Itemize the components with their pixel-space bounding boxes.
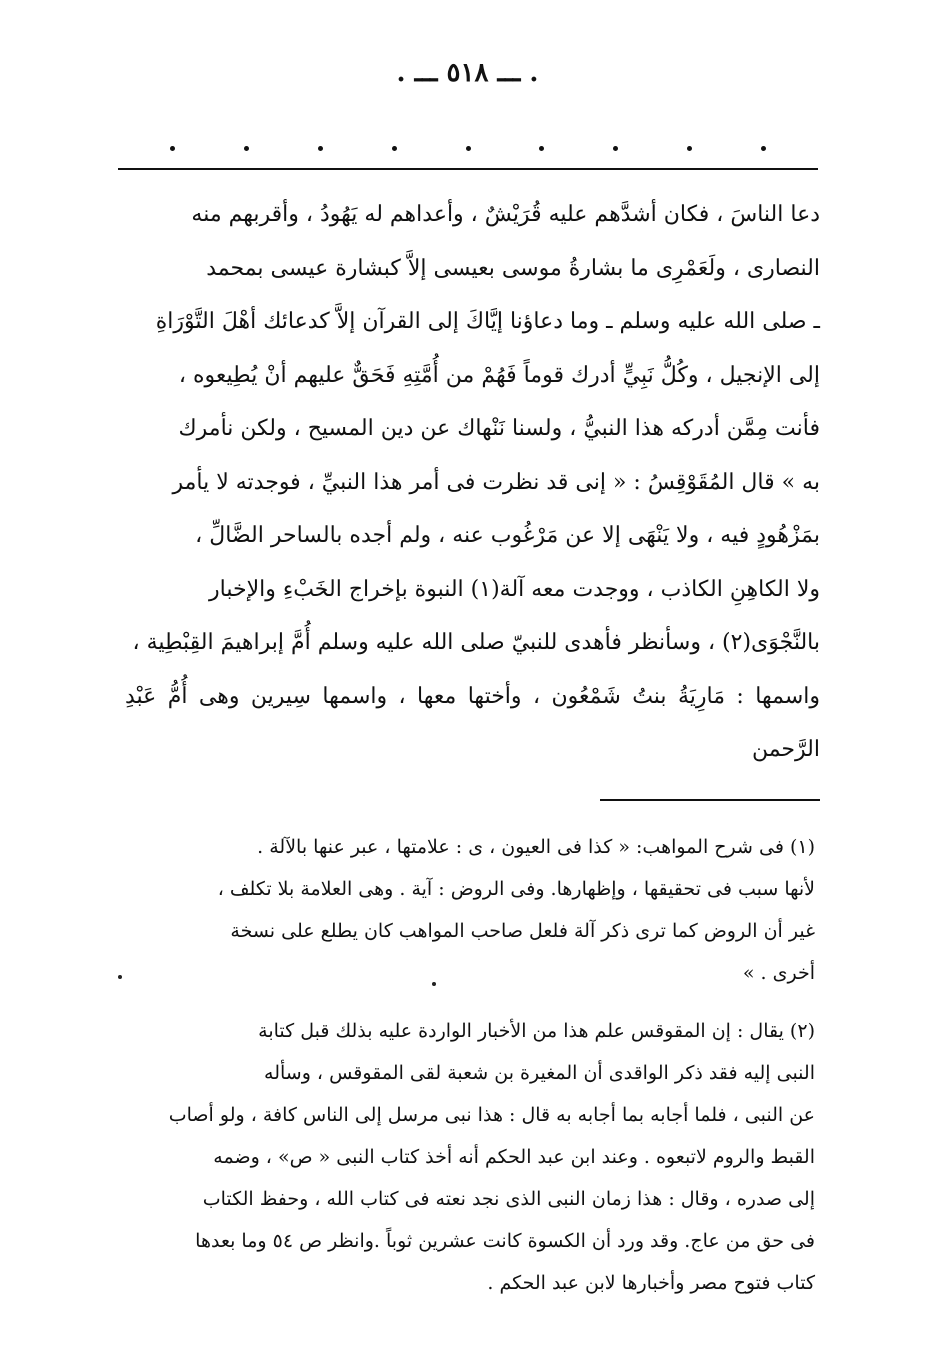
text-line: ولا الكاهِنِ الكاذب ، ووجدت معه آلة(١) النبوة بإخراج الخَبْءِ والإخبار — [209, 576, 820, 602]
separator-dot — [613, 146, 618, 151]
header-rule — [118, 168, 818, 170]
separator-dot — [687, 146, 692, 151]
footnote-line: فى حق من عاج. وقد ورد أن الكسوة كانت عشرين ثوباً .وانظر ص ٥٤ وما بعدها — [195, 1230, 815, 1252]
text-line: به » قال المُقَوْقِسُ : « إنى قد نظرت فى أمر هذا النبيِّ ، فوجدته لا يأمر — [172, 469, 820, 495]
separator-dot — [318, 146, 323, 151]
page-number: . ـــ ٥١٨ ـــ . — [396, 58, 539, 88]
text-line: فأنت مِمَّن أدركه هذا النبيُّ ، ولسنا نَنْهاك عن دين المسيح ، ولكن نأمرك — [178, 416, 820, 441]
footnote-rule — [600, 799, 820, 801]
footnote-line: (٢) يقال : إن المقوقس علم هذا من الأخبار الواردة عليه بذلك قبل كتابة — [258, 1020, 815, 1042]
footnote-line: القبط والروم لاتبعوه . وعند ابن عبد الحكم أنه أخذ كتاب النبى « ص» ، وضمه — [213, 1146, 815, 1168]
text-line: إلى الإنجيل ، وكُلُّ نَبِيٍّ أدرك قوماً فَهُمْ من أُمَّتِهِ فَحَقٌّ عليهم أنْ يُطِيعوه ، — [178, 362, 820, 388]
footnote-line: إلى صدره ، وقال : هذا زمان النبى الذى نجد نعته فى كتاب الله ، وحفظ الكتاب — [202, 1188, 815, 1210]
footnotes — [125, 826, 815, 1304]
separator-dot — [392, 146, 397, 151]
separator-dot — [761, 146, 766, 151]
separator-dot — [466, 146, 471, 151]
text-line: واسمها : مَارِيَةُ بنتُ شَمْعُون ، وأختها معها ، واسمها سِيرين وهى أُمُّ عَبْدِ الرَّحمن — [125, 683, 820, 762]
ink-speck — [118, 975, 122, 979]
dotted-separator — [118, 138, 818, 158]
footnote-2 — [125, 1010, 815, 1304]
text-line: ـ صلى الله عليه وسلم ـ وما دعاؤنا إيَّاكَ إلى القرآن إلاَّ كدعائك أهْلَ التَّوْرَاةِ — [155, 309, 820, 334]
text-line: بمَزْهُودٍ فيه ، ولا يَنْهَى إلا عن مَرْغُوب عنه ، ولم أجده بالساحر الضَّالِّ ، — [195, 523, 820, 548]
text-line: النصارى ، ولَعَمْرِى ما بشارةُ موسى بعيسى إلاَّ كبشارة عيسى بمحمد — [206, 255, 820, 281]
separator-dot — [539, 146, 544, 151]
footnote-line: (١) فى شرح المواهب: « كذا فى العيون ، ى : علامتها ، عبر عنها بالآلة . — [257, 836, 815, 858]
text-line: دعا الناسَ ، فكان أشدَّهم عليه قُرَيْشٌ ، وأعداهم له يَهُودُ ، وأقربهم منه — [191, 202, 820, 227]
text-line: بالنَّجْوَى(٢) ، وسأنظر فأهدى للنبيّ صلى الله عليه وسلم أُمَّ إبراهيمَ القِبْطِية ، — [132, 630, 820, 655]
footnote-line: النبى إليه فقد ذكر الواقدى أن المغيرة بن شعبة لقى المقوقس ، وسأله — [264, 1062, 815, 1084]
footnote-1 — [125, 826, 815, 994]
footnote-line: غير أن الروض كما ترى ذكر آلة فلعل صاحب المواهب كان يطلع على نسخة — [230, 920, 815, 942]
separator-dot — [170, 146, 175, 151]
footnote-line: أخرى . » — [742, 962, 815, 984]
footnote-line: كتاب فتوح مصر وأخبارها لابن عبد الحكم . — [487, 1272, 815, 1294]
main-text — [125, 188, 820, 777]
footnote-line: لأنها سبب فى تحقيقها ، وإظهارها. وفى الروض : آية . وهى العلامة بلا تكلف ، — [217, 878, 815, 900]
separator-dot — [244, 146, 249, 151]
ink-speck — [432, 982, 436, 986]
footnote-line: عن النبى ، فلما أجابه بما أجابه به قال : هذا نبى مرسل إلى الناس كافة ، ولو أصاب — [168, 1104, 815, 1126]
